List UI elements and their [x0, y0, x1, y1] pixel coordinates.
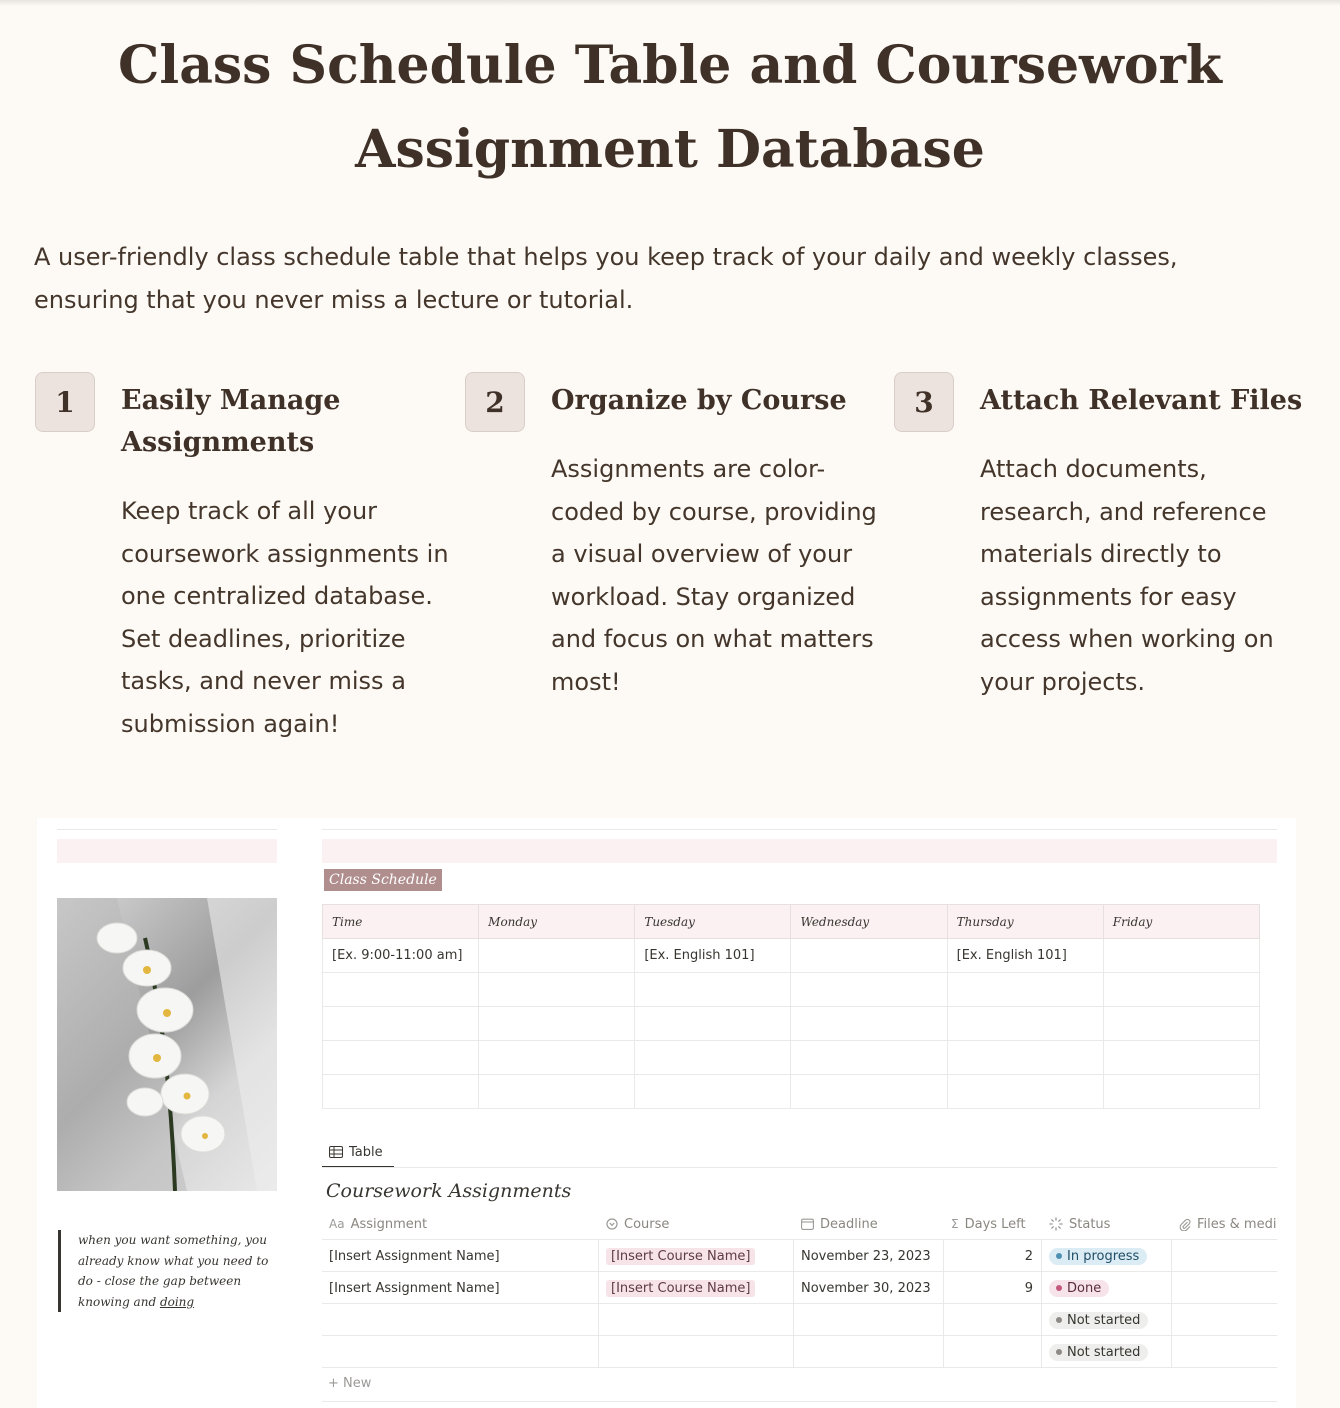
days-left-cell: 2 — [944, 1240, 1042, 1272]
new-row-button[interactable] — [328, 1376, 371, 1391]
schedule-cell[interactable] — [947, 1075, 1103, 1109]
feature-description: Keep track of all your coursework assignments in one centralized database. Set deadlines, prioritize tasks, and never miss a submission again! — [121, 497, 449, 738]
schedule-header-time: Time — [323, 905, 479, 939]
schedule-cell[interactable] — [323, 1041, 479, 1075]
top-shadow — [0, 0, 1340, 6]
divider — [322, 829, 1277, 830]
schedule-cell[interactable] — [1103, 939, 1259, 973]
schedule-cell[interactable]: [Ex. English 101] — [635, 939, 791, 973]
feature-number-badge: 3 — [894, 372, 954, 432]
course-cell[interactable] — [599, 1272, 794, 1304]
schedule-header-row — [323, 905, 1260, 939]
schedule-cell[interactable] — [323, 1007, 479, 1041]
intro-text: A user-friendly class schedule table that helps you keep track of your daily and weekly classes, ensuring that you never miss a lecture or tutorial. — [34, 243, 1178, 314]
schedule-cell[interactable] — [791, 939, 947, 973]
status-cell[interactable] — [1042, 1240, 1172, 1272]
new-row-label: New — [343, 1376, 372, 1391]
assignments-database — [322, 1208, 1277, 1368]
assignment-cell[interactable]: [Insert Assignment Name] — [322, 1272, 599, 1304]
column-label: Course — [624, 1216, 670, 1232]
schedule-cell[interactable] — [479, 1075, 635, 1109]
column-label: Days Left — [964, 1216, 1026, 1232]
plus-icon: + — [328, 1376, 339, 1391]
days-left-cell — [944, 1336, 1042, 1368]
page-title: Class Schedule Table and Coursework Assignment Database — [118, 35, 1222, 180]
assignment-cell[interactable] — [322, 1304, 599, 1336]
course-cell[interactable] — [599, 1240, 794, 1272]
divider — [57, 829, 277, 830]
schedule-cell[interactable] — [1103, 1075, 1259, 1109]
schedule-cell[interactable] — [479, 973, 635, 1007]
feature-title: Organize by Course — [551, 385, 847, 416]
deadline-cell[interactable] — [794, 1336, 944, 1368]
schedule-cell[interactable] — [635, 1041, 791, 1075]
pink-header-bar — [57, 839, 277, 863]
column-label: Files & medi — [1197, 1216, 1277, 1232]
schedule-cell[interactable] — [635, 1007, 791, 1041]
tab-table-view[interactable] — [322, 1138, 394, 1168]
schedule-row — [323, 1041, 1260, 1075]
schedule-cell[interactable] — [1103, 973, 1259, 1007]
schedule-cell[interactable] — [791, 973, 947, 1007]
feature-description: Attach documents, research, and reference materials directly to assignments for easy access when working on your projects. — [980, 455, 1274, 696]
schedule-cell[interactable]: [Ex. 9:00-11:00 am] — [323, 939, 479, 973]
schedule-cell[interactable] — [947, 973, 1103, 1007]
status-badge: Done — [1049, 1280, 1109, 1297]
database-title[interactable]: Coursework Assignments — [326, 1180, 572, 1202]
status-badge: In progress — [1049, 1248, 1147, 1265]
files-cell[interactable] — [1172, 1336, 1282, 1368]
schedule-header-thursday: Thursday — [947, 905, 1103, 939]
orchid-photo — [57, 898, 277, 1191]
column-label: Assignment — [350, 1216, 428, 1232]
days-left-cell — [944, 1304, 1042, 1336]
calendar-icon — [801, 1218, 814, 1230]
assignment-cell[interactable] — [322, 1336, 599, 1368]
column-header-status[interactable] — [1042, 1208, 1172, 1240]
paperclip-icon — [1179, 1218, 1191, 1231]
schedule-cell[interactable] — [791, 1041, 947, 1075]
schedule-cell[interactable] — [791, 1007, 947, 1041]
schedule-cell[interactable] — [1103, 1041, 1259, 1075]
status-cell[interactable] — [1042, 1304, 1172, 1336]
column-header-days-left[interactable] — [944, 1208, 1042, 1240]
schedule-row — [323, 1075, 1260, 1109]
feature-title: Attach Relevant Files — [980, 385, 1303, 416]
column-header-course[interactable] — [599, 1208, 794, 1240]
files-cell[interactable] — [1172, 1240, 1282, 1272]
course-cell[interactable] — [599, 1304, 794, 1336]
database-header-row — [322, 1208, 1277, 1240]
schedule-row — [323, 973, 1260, 1007]
feature-number-badge: 1 — [35, 372, 95, 432]
class-schedule-table — [322, 904, 1260, 1109]
schedule-header-wednesday: Wednesday — [791, 905, 947, 939]
schedule-header-monday: Monday — [479, 905, 635, 939]
feature-number-badge: 2 — [465, 372, 525, 432]
schedule-cell[interactable] — [323, 1075, 479, 1109]
pink-header-bar — [322, 839, 1277, 863]
schedule-cell[interactable] — [635, 973, 791, 1007]
table-row[interactable] — [322, 1272, 1277, 1304]
table-row[interactable] — [322, 1304, 1277, 1336]
schedule-cell[interactable] — [1103, 1007, 1259, 1041]
quote-block — [58, 1230, 273, 1312]
assignment-cell[interactable]: [Insert Assignment Name] — [322, 1240, 599, 1272]
column-header-assignment[interactable] — [322, 1208, 599, 1240]
table-icon — [329, 1146, 343, 1158]
schedule-cell[interactable] — [479, 939, 635, 973]
orchid-illustration — [57, 898, 277, 1191]
days-left-cell: 9 — [944, 1272, 1042, 1304]
deadline-cell[interactable] — [794, 1304, 944, 1336]
text-property-icon: Aa — [329, 1217, 345, 1231]
schedule-header-tuesday: Tuesday — [635, 905, 791, 939]
formula-icon: Σ — [951, 1217, 959, 1231]
select-property-icon — [606, 1218, 618, 1230]
column-header-deadline[interactable] — [794, 1208, 944, 1240]
divider — [322, 1401, 1277, 1402]
column-label: Deadline — [820, 1216, 878, 1232]
table-row[interactable] — [322, 1336, 1277, 1368]
quote-emphasis: doing — [159, 1294, 195, 1309]
schedule-cell[interactable] — [479, 1007, 635, 1041]
class-schedule-label: Class Schedule — [324, 869, 442, 891]
tab-label: Table — [349, 1144, 383, 1160]
column-header-files[interactable] — [1172, 1208, 1282, 1240]
schedule-cell[interactable] — [323, 973, 479, 1007]
quote-text: when you want something, you already know what you need to do - close the gap between knowing and — [78, 1233, 269, 1309]
schedule-cell[interactable]: [Ex. English 101] — [947, 939, 1103, 973]
feature-description: Assignments are color-coded by course, providing a visual overview of your workload. Stay organized and focus on what matters most! — [551, 455, 877, 696]
course-tag: [Insert Course Name] — [606, 1280, 755, 1297]
schedule-cell[interactable] — [635, 1075, 791, 1109]
column-label: Status — [1069, 1216, 1111, 1232]
schedule-row — [323, 939, 1260, 973]
schedule-row — [323, 1007, 1260, 1041]
status-cell[interactable] — [1042, 1272, 1172, 1304]
course-cell[interactable] — [599, 1336, 794, 1368]
schedule-cell[interactable] — [479, 1041, 635, 1075]
deadline-cell[interactable]: November 23, 2023 — [794, 1240, 944, 1272]
schedule-cell[interactable] — [947, 1007, 1103, 1041]
divider — [322, 1167, 1277, 1168]
notion-template-preview — [37, 818, 1296, 1408]
schedule-header-friday: Friday — [1103, 905, 1259, 939]
status-badge: Not started — [1049, 1312, 1148, 1329]
deadline-cell[interactable]: November 30, 2023 — [794, 1272, 944, 1304]
schedule-cell[interactable] — [947, 1041, 1103, 1075]
feature-title: Easily Manage Assignments — [121, 385, 341, 458]
course-tag: [Insert Course Name] — [606, 1248, 755, 1265]
files-cell[interactable] — [1172, 1272, 1282, 1304]
status-badge: Not started — [1049, 1344, 1148, 1361]
table-row[interactable] — [322, 1240, 1277, 1272]
status-cell[interactable] — [1042, 1336, 1172, 1368]
schedule-cell[interactable] — [791, 1075, 947, 1109]
files-cell[interactable] — [1172, 1304, 1282, 1336]
status-property-icon — [1049, 1217, 1063, 1231]
